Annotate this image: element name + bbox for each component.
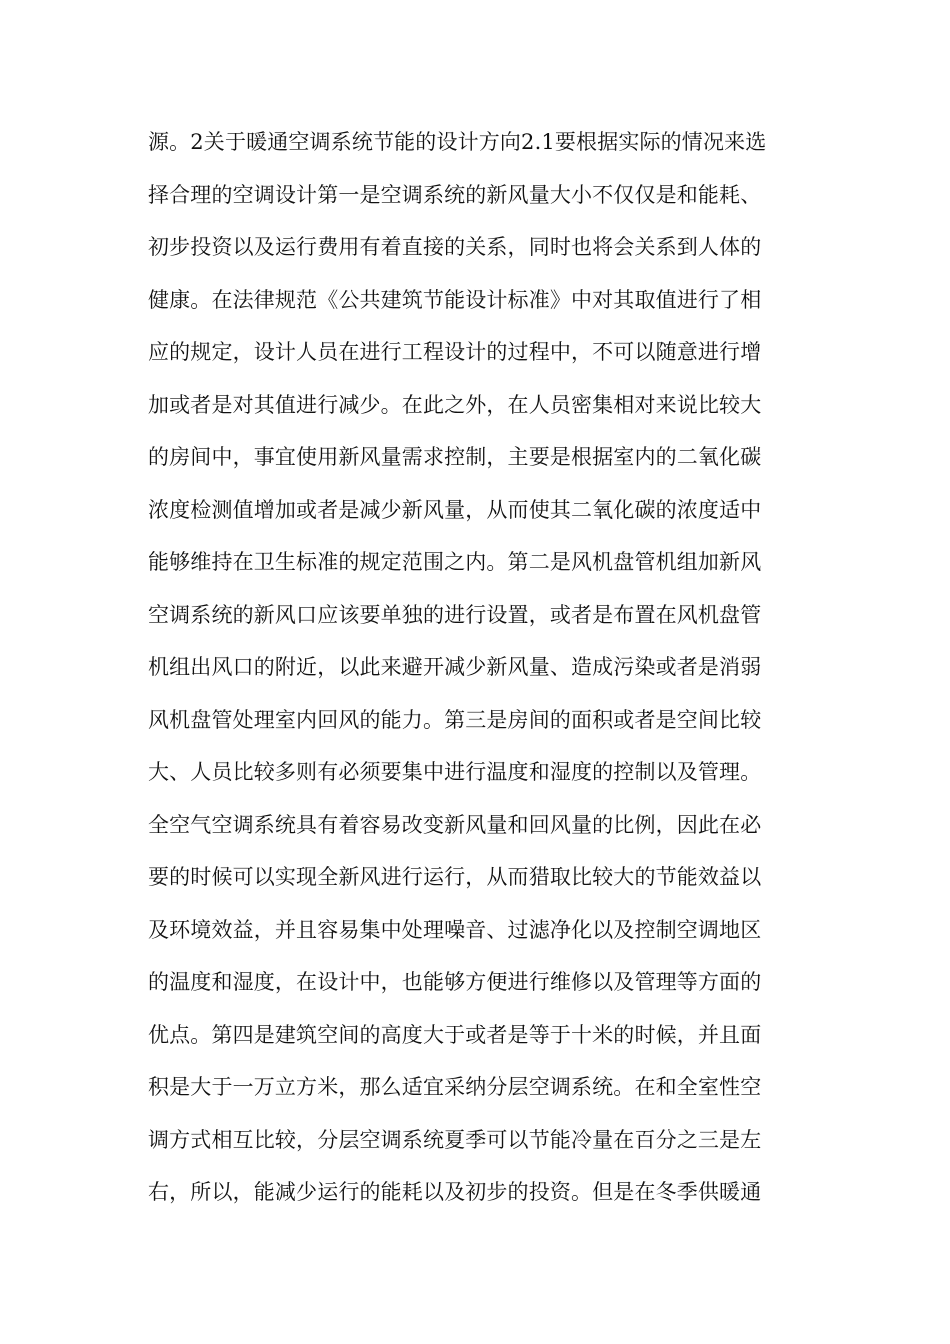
body-text xyxy=(148,116,808,1219)
text-line: 初步投资以及运行费用有着直接的关系，同时也将会关系到人体的 xyxy=(148,235,762,259)
text-line: 择合理的空调设计第一是空调系统的新风量大小不仅仅是和能耗、 xyxy=(148,182,762,207)
text-line: 的温度和湿度，在设计中，也能够方便进行维修以及管理等方面的 xyxy=(148,970,762,994)
text-line: 优点。第四是建筑空间的高度大于或者是等于十米的时候，并且面 xyxy=(148,1022,762,1047)
text-line: 右，所以，能减少运行的能耗以及初步的投资。但是在冬季供暖通 xyxy=(148,1180,762,1204)
text-line: 调方式相互比较，分层空调系统夏季可以节能冷量在百分之三是左 xyxy=(148,1127,762,1152)
text-line: 积是大于一万立方米，那么适宜采纳分层空调系统。在和全室性空 xyxy=(148,1075,762,1099)
text-line: 风机盘管处理室内回风的能力。第三是房间的面积或者是空间比较 xyxy=(148,707,762,732)
text-line: 全空气空调系统具有着容易改变新风量和回风量的比例，因此在必 xyxy=(148,812,762,837)
text-line: 加或者是对其值进行减少。在此之外，在人员密集相对来说比较大 xyxy=(148,392,762,417)
text-line: 能够维持在卫生标准的规定范围之内。第二是风机盘管机组加新风 xyxy=(148,550,762,574)
text-line: 大、人员比较多则有必须要集中进行温度和湿度的控制以及管理。 xyxy=(148,760,762,784)
text-line: 源。2关于暖通空调系统节能的设计方向2.1要根据实际的情况来选 xyxy=(148,130,767,154)
text-line: 机组出风口的附近，以此来避开减少新风量、造成污染或者是消弱 xyxy=(148,655,762,679)
text-line: 浓度检测值增加或者是减少新风量，从而使其二氧化碳的浓度适中 xyxy=(148,497,762,522)
text-line: 及环境效益，并且容易集中处理噪音、过滤净化以及控制空调地区 xyxy=(148,917,762,942)
text-line: 的房间中，事宜使用新风量需求控制，主要是根据室内的二氧化碳 xyxy=(148,445,762,469)
text-line: 空调系统的新风口应该要单独的进行设置，或者是布置在风机盘管 xyxy=(148,602,762,627)
text-line: 要的时候可以实现全新风进行运行，从而猎取比较大的节能效益以 xyxy=(148,865,762,889)
text-line: 应的规定，设计人员在进行工程设计的过程中，不可以随意进行增 xyxy=(148,340,762,364)
text-line: 健康。在法律规范《公共建筑节能设计标准》中对其取值进行了相 xyxy=(148,287,762,312)
